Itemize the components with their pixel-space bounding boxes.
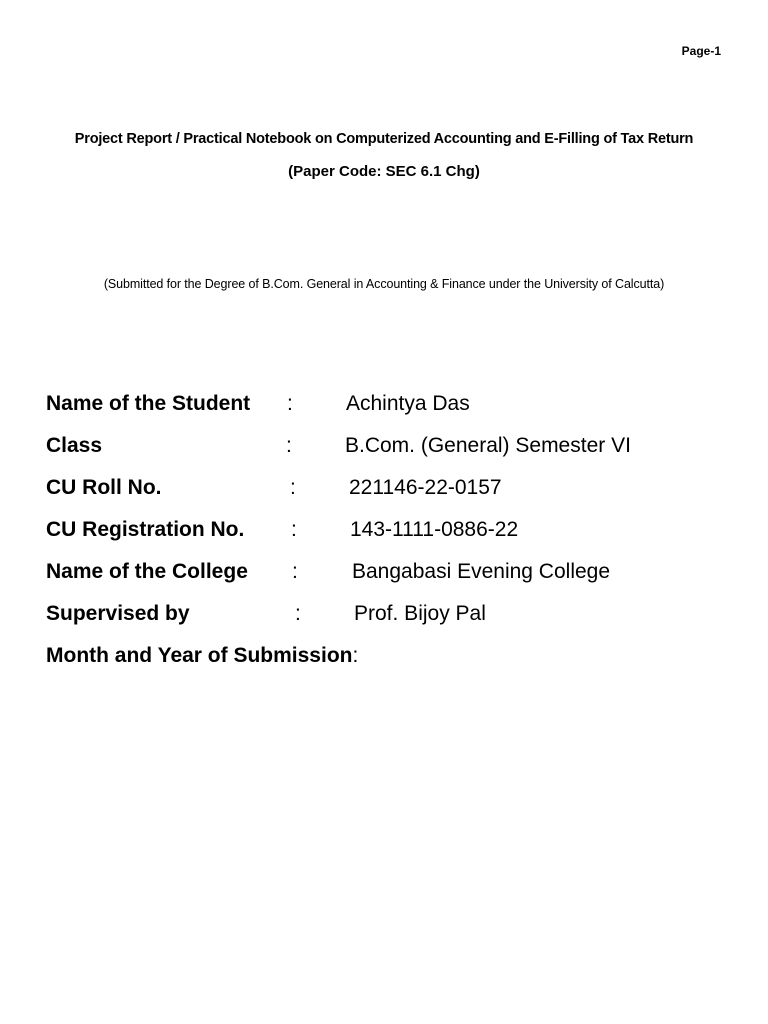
detail-label: Month and Year of Submission: [46, 644, 353, 667]
paper-code: (Paper Code: SEC 6.1 Chg): [288, 163, 480, 180]
detail-separator: :: [286, 434, 292, 457]
detail-value: Achintya Das: [346, 392, 470, 415]
detail-separator: :: [292, 560, 298, 583]
detail-label: Supervised by: [46, 602, 190, 625]
submission-date-label: [46, 641, 358, 671]
detail-value: 143-1111-0886-22: [350, 518, 519, 541]
detail-separator: :: [287, 392, 293, 415]
detail-label: Name of the College: [46, 560, 248, 583]
detail-label: CU Registration No.: [46, 518, 245, 541]
detail-value: Prof. Bijoy Pal: [354, 602, 486, 625]
detail-separator: :: [290, 476, 296, 499]
detail-label: Name of the Student: [46, 392, 251, 415]
page-number: Page-1: [681, 44, 721, 58]
detail-value: 221146-22-0157: [349, 476, 502, 499]
detail-label: Class: [46, 434, 103, 457]
report-title: Project Report / Practical Notebook on Computerized Accounting and E-Filling of Tax Return: [74, 131, 694, 147]
detail-separator: :: [291, 518, 297, 541]
submission-note: (Submitted for the Degree of B.Com. General in Accounting & Finance under the University of Calcutta): [103, 277, 665, 291]
detail-value: Bangabasi Evening College: [352, 560, 611, 583]
detail-separator: :: [295, 602, 301, 625]
detail-value: B.Com. (General) Semester VI: [345, 434, 631, 457]
detail-separator: :: [352, 644, 359, 667]
detail-label: CU Roll No.: [46, 476, 162, 499]
